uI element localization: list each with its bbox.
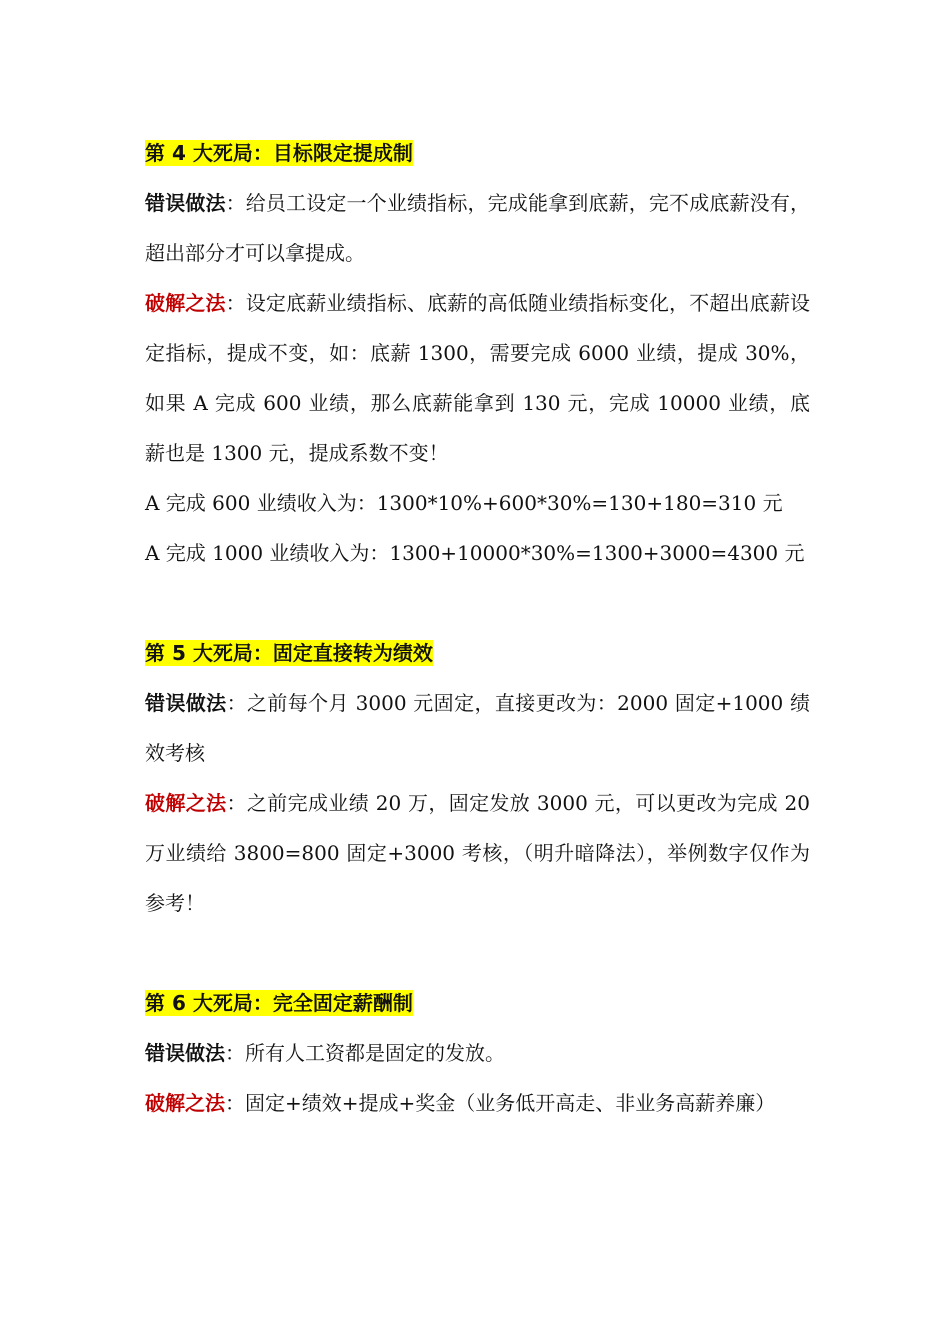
solution-paragraph xyxy=(145,1078,810,1128)
calculation-line: A 完成 600 业绩收入为：1300*10%+600*30%=130+180=310 元 xyxy=(145,491,783,515)
section-deadlock-5 xyxy=(145,628,810,928)
title-highlight: 第 5 大死局：固定直接转为绩效 xyxy=(145,641,433,665)
calculation-line: A 完成 1000 业绩收入为：1300+10000*30%=1300+3000=4300 元 xyxy=(145,541,805,565)
section-title xyxy=(145,628,810,678)
wrong-practice-label: 错误做法 xyxy=(145,191,226,215)
solution-paragraph xyxy=(145,778,810,928)
wrong-practice-label: 错误做法 xyxy=(145,1041,225,1065)
solution-text: ：之前完成业绩 20 万，固定发放 3000 元，可以更改为完成 20 万业绩给 3800=800 固定+3000 考核，（明升暗降法），举例数字仅作为参考！ xyxy=(145,791,811,915)
wrong-practice-text: ：之前每个月 3000 元固定，直接更改为：2000 固定+1000 绩效考核 xyxy=(145,691,810,765)
wrong-practice-paragraph xyxy=(145,1028,810,1078)
solution-text: ：设定底薪业绩指标、底薪的高低随业绩指标变化，不超出底薪设定指标，提成不变，如：底薪 1300，需要完成 6000 业绩，提成 30%，如果 A 完成 600 业绩，那么底薪能拿到 130 元，完成 10000 业绩，底薪也是 1300 元，提成系数不变！ xyxy=(145,291,810,465)
solution-label: 破解之法 xyxy=(145,1091,225,1115)
section-deadlock-6 xyxy=(145,978,810,1128)
wrong-practice-paragraph xyxy=(145,178,810,278)
wrong-practice-paragraph xyxy=(145,678,810,778)
wrong-practice-text: ：所有人工资都是固定的发放。 xyxy=(225,1041,505,1065)
section-title xyxy=(145,978,810,1028)
title-highlight: 第 4 大死局：目标限定提成制 xyxy=(145,141,413,165)
section-deadlock-4 xyxy=(145,128,810,578)
section-title xyxy=(145,128,810,178)
solution-paragraph xyxy=(145,278,810,478)
document-page xyxy=(145,128,810,1128)
solution-label: 破解之法 xyxy=(145,791,227,815)
title-highlight: 第 6 大死局：完全固定薪酬制 xyxy=(145,991,413,1015)
wrong-practice-text: ：给员工设定一个业绩指标，完成能拿到底薪，完不成底薪没有，超出部分才可以拿提成。 xyxy=(145,191,810,265)
wrong-practice-label: 错误做法 xyxy=(145,691,227,715)
solution-text: ：固定+绩效+提成+奖金（业务低开高走、非业务高薪养廉） xyxy=(225,1091,776,1115)
solution-label: 破解之法 xyxy=(145,291,226,315)
